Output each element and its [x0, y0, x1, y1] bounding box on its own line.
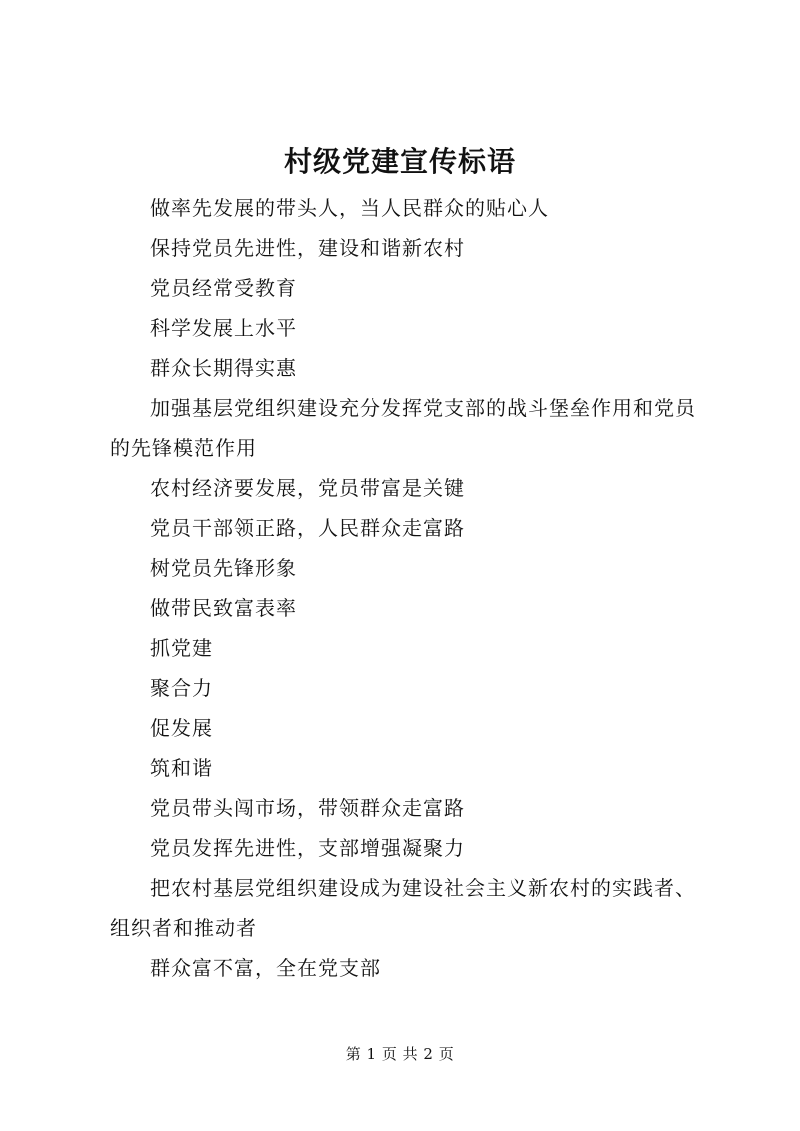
paragraph-5: 群众长期得实惠 — [150, 356, 297, 380]
paragraph-16: 党员发挥先进性，支部增强凝聚力 — [150, 836, 465, 860]
paragraph-14: 筑和谐 — [150, 756, 213, 780]
paragraph-3: 党员经常受教育 — [150, 276, 297, 300]
paragraph-9: 树党员先锋形象 — [150, 556, 297, 580]
paragraph-6: 加强基层党组织建设充分发挥党支部的战斗堡垒作用和党员的先锋模范作用 — [110, 396, 696, 460]
paragraph-11: 抓党建 — [150, 636, 213, 660]
paragraph-18: 群众富不富，全在党支部 — [150, 956, 381, 980]
page-number-footer: 第 1 页 共 2 页 — [345, 1045, 455, 1063]
document-title: 村级党建宣传标语 — [283, 145, 516, 178]
paragraph-7: 农村经济要发展，党员带富是关键 — [150, 476, 465, 500]
paragraph-13: 促发展 — [150, 716, 213, 740]
paragraph-1: 做率先发展的带头人，当人民群众的贴心人 — [150, 196, 549, 220]
paragraph-2: 保持党员先进性，建设和谐新农村 — [150, 236, 465, 260]
document-body — [110, 188, 700, 988]
paragraph-12: 聚合力 — [150, 676, 213, 700]
paragraph-10: 做带民致富表率 — [150, 596, 297, 620]
paragraph-15: 党员带头闯市场，带领群众走富路 — [150, 796, 465, 820]
paragraph-4: 科学发展上水平 — [150, 316, 297, 340]
paragraph-17: 把农村基层党组织建设成为建设社会主义新农村的实践者、组织者和推动者 — [110, 876, 696, 940]
paragraph-8: 党员干部领正路，人民群众走富路 — [150, 516, 465, 540]
